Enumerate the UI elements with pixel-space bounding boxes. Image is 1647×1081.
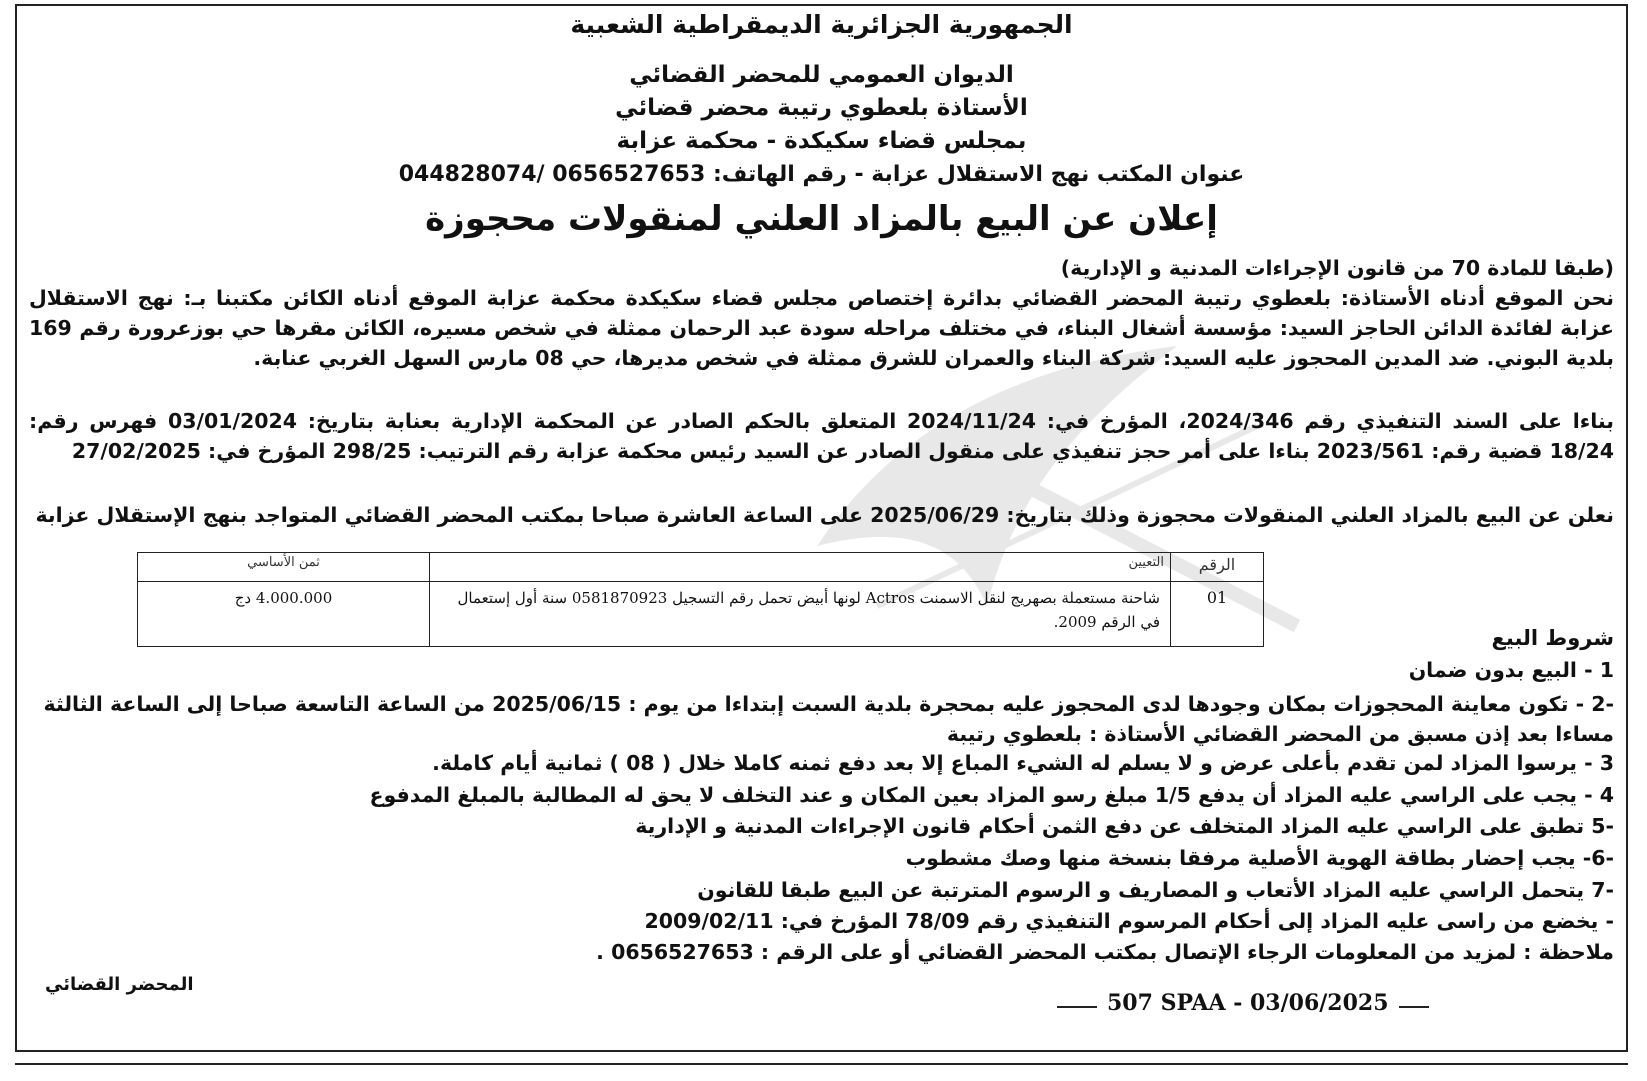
next-notice-border	[15, 1063, 1628, 1065]
items-table	[137, 552, 1264, 647]
item-number: 01	[1171, 582, 1264, 647]
republic-header: الجمهورية الجزائرية الديمقراطية الشعبية	[570, 10, 1073, 39]
header-number: الرقم	[1171, 553, 1264, 582]
conditions-title: شروط البيع	[1491, 626, 1614, 650]
office-header: الديوان العمومي للمحضر القضائي	[629, 62, 1014, 88]
condition-item: 3 - يرسوا المزاد لمن تقدم بأعلى عرض و لا يسلم له الشيء المباع إلا بعد دفع ثمنه كاملا خلال ( 08 ) ثمانية أيام كاملة.	[432, 751, 1614, 775]
condition-item: 1 - البيع بدون ضمان	[1408, 658, 1614, 682]
header-price: ثمن الأساسي	[138, 553, 430, 582]
signature-label: المحضر القضائي	[45, 974, 194, 995]
table-header-row	[138, 553, 1264, 582]
parties-paragraph: نحن الموقع أدناه الأستاذة: بلعطوي رتيبة المحضر القضائي بدائرة إختصاص مجلس قضاء سكيكدة محكمة عزابة الموقع أدناه الكائن مكتبنا بـ: نهج الاستقلال عزابة لفائدة الدائن الحاجز السيد: مؤسسة أشغال البناء، في مختلف مراحله سودة عبد الرحمان ممثلة في شخص مسيره، الكائن مقرها حي بوزعرورة رقم 169 بلدية البوني. ضد المدين المحجوز عليه السيد: شركة البناء والعمران للشرق ممثلة في شخص مديرها، حي 08 مارس السهل الغربي عنابة.	[29, 286, 1614, 370]
header-description: التعيين	[430, 553, 1171, 582]
court-name: بمجلس قضاء سكيكدة - محكمة عزابة	[616, 128, 1027, 154]
contact-note: ملاحظة : لمزيد من المعلومات الرجاء الإتصال بمكتب المحضر القضائي أو على الرقم : 0656527653 .	[596, 940, 1614, 964]
reference-code: 507 SPAA - 03/06/2025	[1097, 990, 1399, 1016]
condition-item: 4 - يجب على الراسي عليه المزاد أن يدفع 1/5 مبلغ رسو المزاد بعين المكان و عند التخلف لا يحق له المطالبة بالمبلغ المدفوع	[369, 783, 1614, 807]
condition-item: -5 تطبق على الراسي عليه المزاد المتخلف عن دفع الثمن أحكام قانون الإجراءات المدنية و الإدارية	[635, 814, 1614, 838]
condition-item: -6- يجب إحضار بطاقة الهوية الأصلية مرفقا بنسخة منها وصك مشطوب	[905, 846, 1614, 870]
office-address: عنوان المكتب نهج الاستقلال عزابة - رقم الهاتف: 0656527653 /044828074	[398, 162, 1245, 187]
auction-notice	[15, 4, 1628, 1052]
table-row	[138, 582, 1264, 647]
bailiff-name: الأستاذة بلعطوي رتيبة محضر قضائي	[615, 95, 1028, 121]
condition-item: -2 - تكون معاينة المحجوزات بمكان وجودها لدى المحجوز عليه بمحجرة بلدية السبت إبتداءا من يوم : 2025/06/15 من الساعة التاسعة صباحا إلى الساعة الثالثة مساءا بعد إذن مسبق من المحضر القضائي الأستاذة : بلعطوي رتيبة	[43, 692, 1614, 746]
condition-item: -7 يتحمل الراسي عليه المزاد الأتعاب و المصاريف و الرسوم المترتبة عن البيع طبقا للقانون	[697, 878, 1614, 902]
legal-basis: (طبقا للمادة 70 من قانون الإجراءات المدنية و الإدارية)	[1060, 256, 1614, 280]
condition-item: - يخضع من راسى عليه المزاد إلى أحكام المرسوم التنفيذي رقم 78/09 المؤرخ في: 2009/02/11	[644, 909, 1614, 933]
enforcement-title-paragraph: بناءا على السند التنفيذي رقم 2024/346، المؤرخ في: 2024/11/24 المتعلق بالحكم الصادر عن المحكمة الإدارية بعنابة بتاريخ: 03/01/2024 فهرس رقم: 18/24 قضية رقم: 2023/561 بناءا على أمر حجز تنفيذي على منقول الصادر عن السيد رئيس محكمة عزابة رقم الترتيب: 298/25 المؤرخ في: 27/02/2025	[29, 409, 1614, 463]
item-price: 4.000.000 دج	[138, 582, 430, 647]
announcement-paragraph: نعلن عن البيع بالمزاد العلني المنقولات محجوزة وذلك بتاريخ: 2025/06/29 على الساعة العاشرة صباحا بمكتب المحضر القضائي المتواجد بنهج الإستقلال عزابة	[35, 503, 1614, 527]
notice-title: إعلان عن البيع بالمزاد العلني لمنقولات محجوزة	[425, 199, 1218, 239]
item-description: شاحنة مستعملة بصهريج لنقل الاسمنت Actros لونها أبيض تحمل رقم التسجيل 0581870923 سنة أول إستعمال في الرقم 2009.	[430, 582, 1171, 647]
